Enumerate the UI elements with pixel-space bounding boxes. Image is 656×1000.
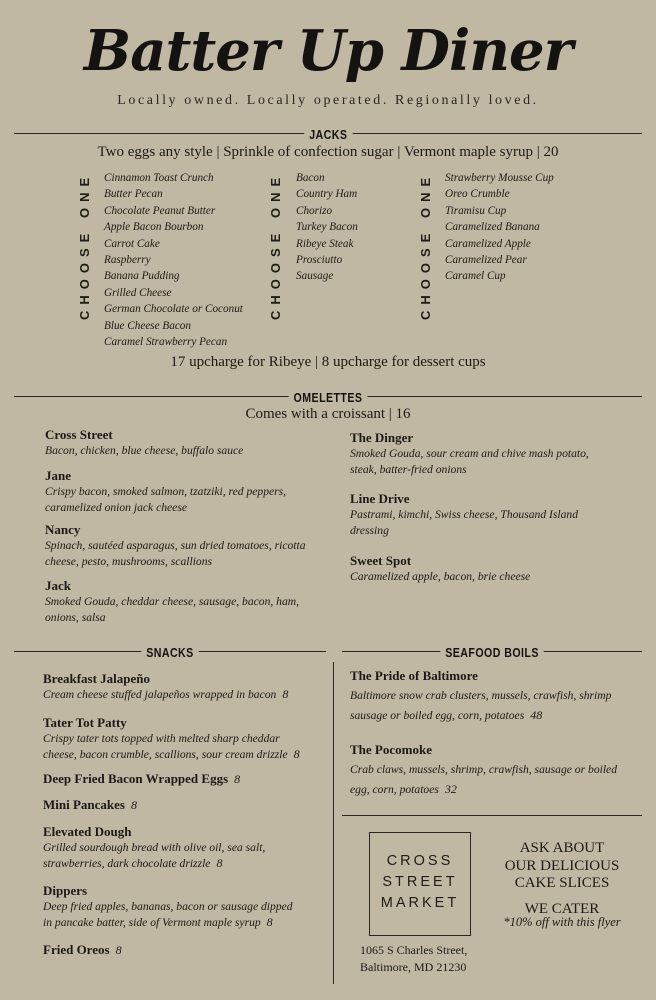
item-desc xyxy=(43,747,328,763)
tagline: Locally owned. Locally operated. Regionally loved. xyxy=(117,93,539,108)
item-desc xyxy=(43,687,328,703)
item-price: 8 xyxy=(130,798,137,812)
item-price: 8 xyxy=(266,914,273,929)
item-name: Sweet Spot xyxy=(350,553,412,568)
list-item: Banana Pudding xyxy=(104,270,180,283)
jacks-upcharge-note: 17 upcharge for Ribeye | 8 upcharge for dessert cups xyxy=(170,354,486,370)
list-item: Caramel Strawberry Pecan xyxy=(104,336,228,349)
menu-item xyxy=(43,715,328,762)
list-item: Ribeye Steak xyxy=(296,237,354,250)
item-name-text: Mini Pancakes xyxy=(43,797,125,812)
item-desc: Pastrami, kimchi, Swiss cheese, Thousand Island xyxy=(350,508,578,521)
address-line: 1065 S Charles Street, xyxy=(360,943,468,957)
seafood-bottom-rule xyxy=(342,815,642,816)
promo-block xyxy=(488,840,636,918)
item-desc-text: egg, corn, potatoes xyxy=(350,782,439,796)
item-desc xyxy=(43,915,328,931)
item-desc-text: cheese, bacon crumble, scallions, sour cream drizzle xyxy=(43,747,288,761)
list-item: Tiramisu Cup xyxy=(445,204,507,217)
jacks-column-desserts xyxy=(445,170,554,285)
snacks-heading-wrap xyxy=(14,642,326,661)
item-desc: Crispy tater tots topped with melted sharp cheddar xyxy=(43,732,280,745)
market-logo-line: MARKET xyxy=(380,895,460,911)
item-price: 48 xyxy=(530,707,543,722)
item-name: The Dinger xyxy=(350,430,414,445)
item-desc-text: in pancake batter, side of Vermont maple syrup xyxy=(43,915,261,929)
menu-item xyxy=(43,797,328,813)
item-desc-text: sausage or boiled egg, corn, potatoes xyxy=(350,708,525,722)
item-desc: Deep fried apples, bananas, bacon or sausage dipped xyxy=(43,900,293,913)
jacks-description: Two eggs any style | Sprinkle of confection sugar | Vermont maple syrup | 20 xyxy=(97,144,559,160)
item-name: Line Drive xyxy=(350,491,410,506)
item-desc: Spinach, sautéed asparagus, sun dried tomatoes, ricotta xyxy=(45,539,306,552)
item-name: Cross Street xyxy=(45,427,113,442)
item-name-text: Deep Fried Bacon Wrapped Eggs xyxy=(43,771,229,786)
list-item: Caramel Cup xyxy=(445,270,506,283)
item-name xyxy=(43,771,328,787)
item-name: Breakfast Jalapeño xyxy=(43,671,151,686)
item-price: 8 xyxy=(216,855,223,870)
item-name xyxy=(43,797,328,813)
list-item: Apple Bacon Bourbon xyxy=(104,221,204,234)
item-price: 32 xyxy=(444,781,457,796)
item-price: 8 xyxy=(234,772,241,786)
list-item: Strawberry Mousse Cup xyxy=(445,172,554,184)
item-name: The Pride of Baltimore xyxy=(350,668,478,683)
menu-item xyxy=(350,742,650,799)
list-item: Chocolate Peanut Butter xyxy=(104,204,216,217)
menu-item xyxy=(45,522,335,569)
menu-item xyxy=(350,491,640,538)
market-logo-box xyxy=(369,832,471,936)
market-logo xyxy=(370,851,470,914)
list-item: Grilled Cheese xyxy=(104,286,172,299)
item-name: Jack xyxy=(45,578,71,593)
menu-item xyxy=(45,468,335,515)
snacks-heading: SNACKS xyxy=(141,645,198,660)
list-item: Carrot Cake xyxy=(104,237,160,250)
menu-item xyxy=(43,942,328,958)
item-price: 8 xyxy=(282,687,289,701)
menu-item xyxy=(350,668,650,725)
column-divider xyxy=(333,662,334,984)
item-name: Dippers xyxy=(43,883,88,898)
list-item: Country Ham xyxy=(296,188,358,201)
menu-item xyxy=(350,430,640,477)
choose-one-label-1: CHOOSE ONE xyxy=(77,171,92,320)
menu-item xyxy=(43,771,328,787)
list-item: Caramelized Banana xyxy=(445,221,540,234)
seafood-heading: SEAFOOD BOILS xyxy=(440,645,543,660)
jacks-column-flavors xyxy=(104,170,243,350)
item-desc-text: strawberries, dark chocolate drizzle xyxy=(43,856,211,870)
item-name: Nancy xyxy=(45,522,81,537)
choose-one-label-3: CHOOSE ONE xyxy=(418,171,433,320)
choose-one-label-2: CHOOSE ONE xyxy=(268,171,283,320)
omelettes-heading-wrap xyxy=(0,387,656,406)
menu-item xyxy=(43,824,328,871)
promo-line: OUR DELICIOUS xyxy=(504,857,620,874)
list-item: Oreo Crumble xyxy=(445,188,510,201)
list-item: Caramelized Apple xyxy=(445,237,531,250)
item-name: Jane xyxy=(45,468,71,483)
item-desc: Caramelized apple, bacon, brie cheese xyxy=(350,570,531,583)
market-address xyxy=(360,942,467,976)
list-item: Chorizo xyxy=(296,204,333,217)
item-desc: Grilled sourdough bread with olive oil, sea salt, xyxy=(43,841,266,854)
item-desc: cheese, pesto, mushrooms, scallions xyxy=(45,554,213,568)
item-desc: Smoked Gouda, cheddar cheese, sausage, bacon, ham, xyxy=(45,595,300,608)
list-item: Turkey Bacon xyxy=(296,221,358,234)
item-desc-text: Cream cheese stuffed jalapeños wrapped in bacon xyxy=(43,688,277,701)
item-desc: caramelized onion jack cheese xyxy=(45,500,187,514)
promo-line: CAKE SLICES xyxy=(514,875,610,891)
list-item: Raspberry xyxy=(104,254,151,267)
item-desc: onions, salsa xyxy=(45,610,106,624)
item-desc: Smoked Gouda, sour cream and chive mash potato, xyxy=(350,447,589,460)
promo-line: ASK ABOUT xyxy=(519,840,605,856)
list-item: Prosciutto xyxy=(296,254,343,267)
item-desc xyxy=(350,706,650,726)
item-name: Elevated Dough xyxy=(43,824,132,839)
list-item: Bacon xyxy=(296,172,325,184)
promo-note: *10% off with this flyer xyxy=(503,915,621,929)
seafood-heading-wrap xyxy=(342,642,642,661)
item-name-text: Fried Oreos xyxy=(43,942,110,957)
item-name xyxy=(43,942,328,958)
restaurant-title: Batter Up Diner xyxy=(83,18,573,84)
omelettes-heading: OMELETTES xyxy=(289,390,368,405)
menu-item xyxy=(43,883,328,930)
omelettes-description: Comes with a croissant | 16 xyxy=(245,406,411,422)
market-logo-line: CROSS xyxy=(386,853,454,869)
item-name: The Pocomoke xyxy=(350,742,432,757)
menu-item xyxy=(350,553,640,585)
item-desc: Crispy bacon, smoked salmon, tzatziki, red peppers, xyxy=(45,485,287,498)
item-desc xyxy=(43,856,328,872)
menu-item xyxy=(43,671,328,703)
list-item: Caramelized Pear xyxy=(445,254,527,267)
list-item: Sausage xyxy=(296,270,334,283)
item-desc: dressing xyxy=(350,523,389,537)
item-desc: Crab claws, mussels, shrimp, crawfish, sausage or boiled xyxy=(350,763,617,776)
item-price: 8 xyxy=(293,746,300,761)
item-desc: steak, batter-fried onions xyxy=(350,462,467,476)
address-line: Baltimore, MD 21230 xyxy=(360,960,467,974)
jacks-heading-wrap xyxy=(0,124,656,143)
item-desc xyxy=(350,780,650,800)
item-price: 8 xyxy=(115,943,122,957)
jacks-heading: JACKS xyxy=(304,127,352,142)
market-logo-line: STREET xyxy=(382,874,458,890)
list-item: Cinnamon Toast Crunch xyxy=(104,172,214,184)
list-item: German Chocolate or Coconut xyxy=(104,303,243,316)
list-item: Blue Cheese Bacon xyxy=(104,319,191,332)
promo-line: WE CATER xyxy=(524,900,600,917)
list-item: Butter Pecan xyxy=(104,188,163,201)
jacks-column-meats xyxy=(296,170,358,285)
menu-item xyxy=(45,578,335,625)
menu-item xyxy=(45,427,335,459)
item-desc: Baltimore snow crab clusters, mussels, crawfish, shrimp xyxy=(350,689,612,702)
item-desc: Bacon, chicken, blue cheese, buffalo sauce xyxy=(45,444,244,457)
item-name: Tater Tot Patty xyxy=(43,715,127,730)
